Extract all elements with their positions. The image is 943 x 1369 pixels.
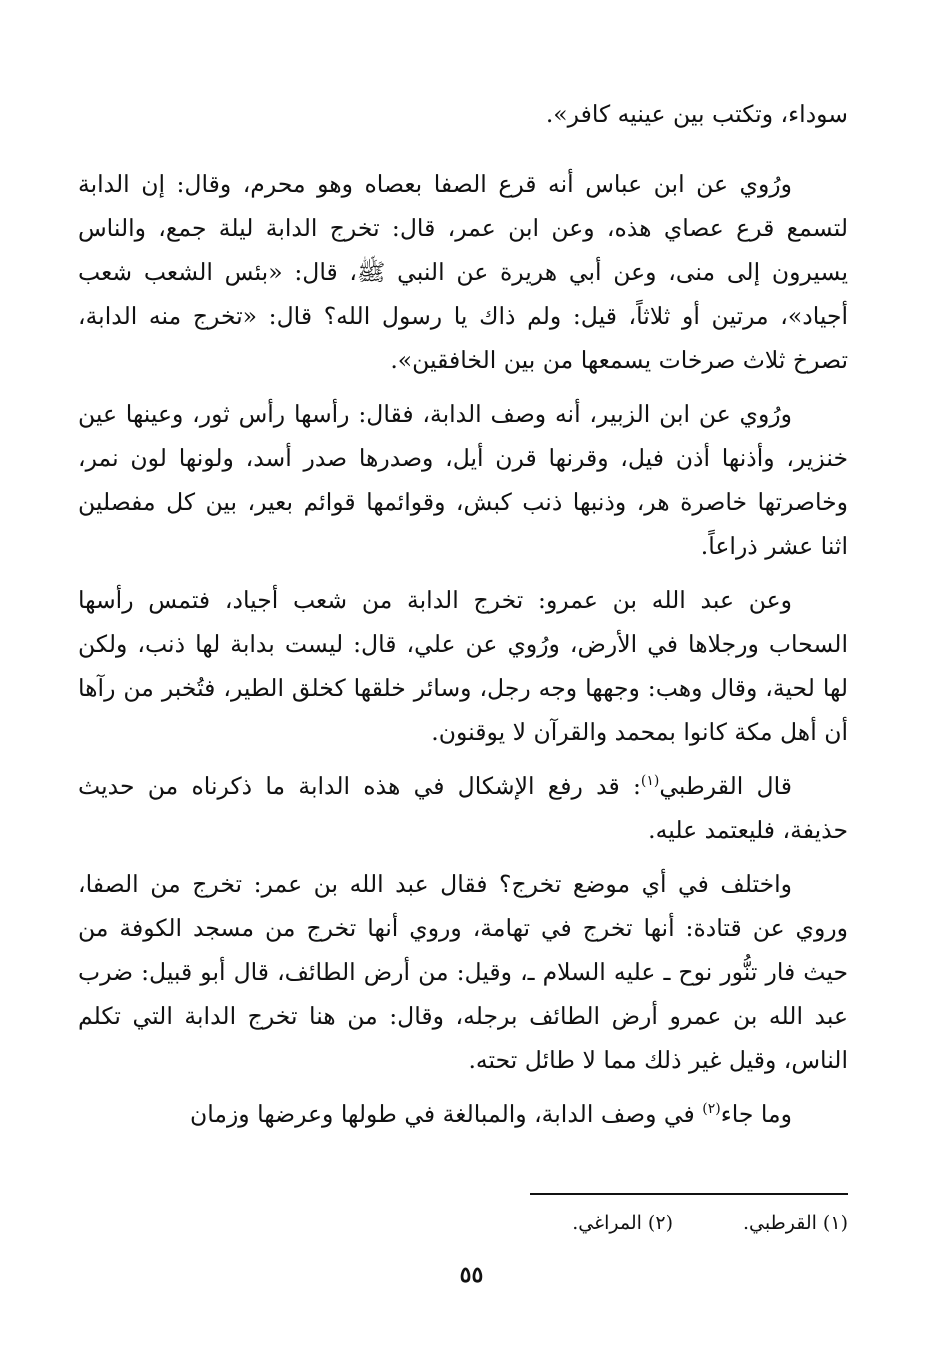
description-lead: وما جاء: [720, 1100, 792, 1128]
paragraph-abdullah-ibn-amr: وعن عبد الله بن عمرو: تخرج الدابة من شعب أجياد، فتمس رأسها السحاب ورجلاها في الأرض، ورُوي عن علي، قال: ليست بدابة لها ذنب، ولكن لها لحية، وقال وهب: وجهها وجه رجل، وسائر خلقها كخلق الطير، فتُخبر من رآها أن أهل مكة كانوا بمحمد والقرآن لا يوقنون.: [78, 586, 848, 746]
page-number: ٥٥: [459, 1262, 484, 1288]
qurtubi-rest: : قد رفع الإشكال في هذه الدابة ما ذكرناه من حديث حذيفة، فليعتمد عليه.: [78, 772, 848, 844]
footnote-divider: [530, 1193, 848, 1195]
paragraph-ibn-zubayr: ورُوي عن ابن الزبير، أنه وصف الدابة، فقال: رأسها رأس ثور، وعينها عين خنزير، وأذنها أذن فيل، وقرنها قرن أيل، وصدرها صدر أسد، ولونها لون نمر، وخاصرتها خاصرة هر، وذنبها ذنب كبش، وقوائمها قوائم بعير، بين كل مفصلين اثنا عشر ذراعاً.: [78, 400, 848, 560]
paragraph-continuation: سوداء، وتكتب بين عينيه كافر».: [545, 100, 848, 128]
paragraph-description: [78, 1092, 848, 1136]
footnote-1: (١) القرطبي.: [743, 1212, 848, 1234]
footnotes: [288, 1208, 848, 1238]
footnote-2: (٢) المراغي.: [572, 1212, 673, 1234]
footnote-marker-2: (٢): [702, 1101, 721, 1118]
description-rest: في وصف الدابة، والمبالغة في طولها وعرضها وزمان: [189, 1100, 703, 1128]
footnote-marker-1: (١): [640, 773, 660, 790]
paragraph-ibn-abbas: ورُوي عن ابن عباس أنه قرع الصفا بعصاه وهو محرم، وقال: إن الدابة لتسمع قرع عصاي هذه، وعن ابن عمر، قال: تخرج الدابة ليلة جمع، والناس يسيرون إلى منى، وعن أبي هريرة عن النبي ﷺ، قال: «بئس الشعب شعب أجياد»، مرتين أو ثلاثاً، قيل: ولم ذاك يا رسول الله؟ قال: «تخرج منه الدابة، تصرخ ثلاث صرخات يسمعها من بين الخافقين».: [78, 170, 848, 374]
paragraph-location: واختلف في أي موضع تخرج؟ فقال عبد الله بن عمر: تخرج من الصفا، وروي عن قتادة: أنها تخرج في تهامة، وروي أنها تخرج من مسجد الكوفة من حيث فار تنُّور نوح ـ عليه السلام ـ، وقيل: من أرض الطائف، قال أبو قبيل: ضرب عبد الله بن عمرو أرض الطائف برجله، وقال: من هنا تخرج الدابة التي تكلم الناس، وقيل غير ذلك مما لا طائل تحته.: [78, 870, 848, 1074]
page-body: [78, 92, 848, 1146]
paragraph-qurtubi: [78, 764, 848, 852]
qurtubi-lead: قال القرطبي: [659, 772, 792, 800]
